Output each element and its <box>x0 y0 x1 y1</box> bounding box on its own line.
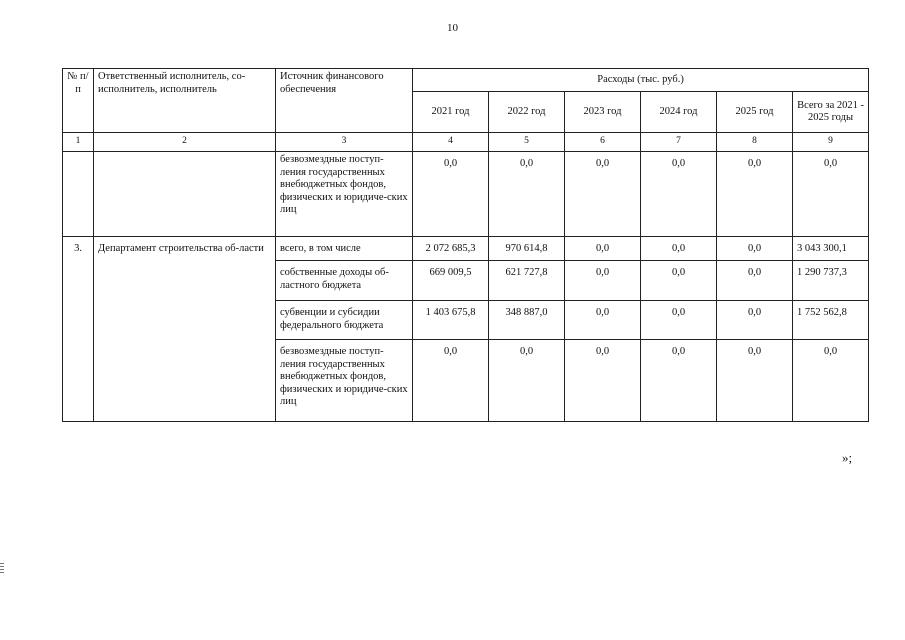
row-num <box>63 152 94 237</box>
value-2021: 0,0 <box>413 152 489 237</box>
value-2021: 2 072 685,3 <box>413 237 489 261</box>
row-executor: Департамент строительства об-ласти <box>94 237 276 422</box>
table-row <box>63 237 869 261</box>
value-2023: 0,0 <box>565 340 641 422</box>
header-year-2025: 2025 год <box>717 92 793 133</box>
header-executor: Ответственный исполнитель, со-исполнитель, исполнитель <box>94 69 276 133</box>
value-2024: 0,0 <box>641 261 717 301</box>
row-source: всего, в том числе <box>276 237 413 261</box>
value-2025: 0,0 <box>717 261 793 301</box>
expenses-table <box>62 68 869 422</box>
value-2022: 0,0 <box>489 152 565 237</box>
column-number: 5 <box>489 133 565 152</box>
value-2023: 0,0 <box>565 152 641 237</box>
value-2024: 0,0 <box>641 340 717 422</box>
row-source: субвенции и субсидии федерального бюджета <box>276 301 413 340</box>
value-total: 3 043 300,1 <box>793 237 869 261</box>
value-2021: 0,0 <box>413 340 489 422</box>
value-2023: 0,0 <box>565 261 641 301</box>
column-number: 7 <box>641 133 717 152</box>
header-num: № п/п <box>63 69 94 133</box>
value-2022: 348 887,0 <box>489 301 565 340</box>
value-total: 0,0 <box>793 152 869 237</box>
value-total: 1 752 562,8 <box>793 301 869 340</box>
row-source: собственные доходы об-ластного бюджета <box>276 261 413 301</box>
value-total: 1 290 737,3 <box>793 261 869 301</box>
page-number: 10 <box>447 22 458 34</box>
column-numbers-row <box>63 133 869 152</box>
table-row <box>63 152 869 237</box>
value-2023: 0,0 <box>565 237 641 261</box>
value-2025: 0,0 <box>717 301 793 340</box>
header-year-2022: 2022 год <box>489 92 565 133</box>
margin-scan-mark <box>0 563 4 585</box>
value-2025: 0,0 <box>717 340 793 422</box>
value-2021: 669 009,5 <box>413 261 489 301</box>
column-number: 1 <box>63 133 94 152</box>
value-2024: 0,0 <box>641 152 717 237</box>
value-2022: 970 614,8 <box>489 237 565 261</box>
value-2022: 621 727,8 <box>489 261 565 301</box>
value-2025: 0,0 <box>717 237 793 261</box>
column-number: 9 <box>793 133 869 152</box>
value-2022: 0,0 <box>489 340 565 422</box>
value-2021: 1 403 675,8 <box>413 301 489 340</box>
column-number: 8 <box>717 133 793 152</box>
header-total: Всего за 2021 - 2025 годы <box>793 92 869 133</box>
header-year-2024: 2024 год <box>641 92 717 133</box>
value-2025: 0,0 <box>717 152 793 237</box>
value-2023: 0,0 <box>565 301 641 340</box>
column-number: 3 <box>276 133 413 152</box>
header-expenses: Расходы (тыс. руб.) <box>413 69 869 92</box>
value-2024: 0,0 <box>641 237 717 261</box>
value-2024: 0,0 <box>641 301 717 340</box>
column-number: 2 <box>94 133 276 152</box>
header-year-2023: 2023 год <box>565 92 641 133</box>
header-row <box>63 69 869 92</box>
value-total: 0,0 <box>793 340 869 422</box>
row-source: безвозмездные поступ-ления государственных внебюджетных фондов, физических и юридиче-ских лиц <box>276 340 413 422</box>
header-year-2021: 2021 год <box>413 92 489 133</box>
closing-quote-mark: »; <box>842 450 853 465</box>
row-executor <box>94 152 276 237</box>
header-source: Источник финансового обеспечения <box>276 69 413 133</box>
column-number: 4 <box>413 133 489 152</box>
row-source: безвозмездные поступ-ления государственных внебюджетных фондов, физических и юридиче-ских лиц <box>276 152 413 237</box>
row-num: 3. <box>63 237 94 422</box>
column-number: 6 <box>565 133 641 152</box>
